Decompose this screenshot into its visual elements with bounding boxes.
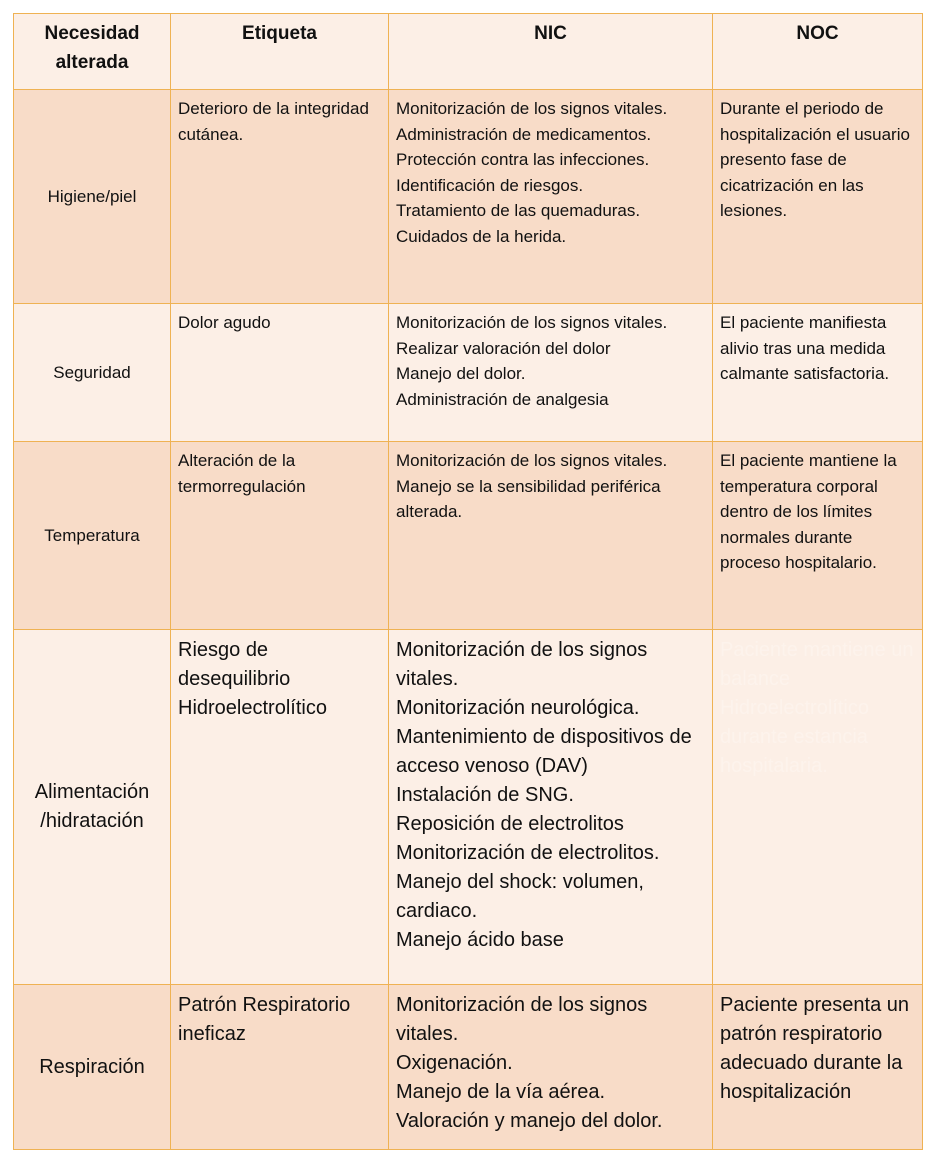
nic-item: Manejo se la sensibilidad periférica alterada. <box>396 476 661 521</box>
care-plan-table <box>13 13 923 1150</box>
nic-item: Administración de analgesia <box>396 389 609 409</box>
table-row <box>14 304 923 442</box>
nic-item: Protección contra las infecciones. <box>396 150 650 169</box>
nic-item: Manejo de la vía aérea. <box>396 1081 606 1103</box>
nic-item: Monitorización de los signos vitales. <box>396 451 668 470</box>
noc-cell: Paciente mantiene un balance Hidroelectrolítico durante estancia hospitalaria. <box>713 630 923 985</box>
nic-cell <box>389 985 713 1150</box>
nic-item: Realizar valoración del dolor <box>396 338 611 358</box>
label-cell: Riesgo de desequilibrio Hidroelectrolítico <box>171 630 389 985</box>
nic-item: Mantenimiento de dispositivos de acceso venoso (DAV) <box>396 726 692 777</box>
nic-cell <box>389 442 713 630</box>
header-need: Necesidad alterada <box>14 14 171 90</box>
need-cell: Temperatura <box>14 442 171 630</box>
nic-item: Oxigenación. <box>396 1052 513 1074</box>
nic-item: Identificación de riesgos. <box>396 175 584 195</box>
table-row <box>14 442 923 630</box>
nic-item: Tratamiento de las quemaduras. <box>396 201 641 220</box>
noc-cell: Durante el periodo de hospitalización el usuario presento fase de cicatrización en las lesiones. <box>713 90 923 304</box>
header-noc: NOC <box>713 14 923 90</box>
noc-cell: Paciente presenta un patrón respiratorio adecuado durante la hospitalización <box>713 985 923 1150</box>
nic-item: Cuidados de la herida. <box>396 226 567 246</box>
nic-item: Monitorización neurológica. <box>396 697 640 719</box>
table-row <box>14 90 923 304</box>
nic-item: Reposición de electrolitos <box>396 813 624 835</box>
nic-item: Valoración y manejo del dolor. <box>396 1110 663 1132</box>
nic-cell <box>389 304 713 442</box>
need-cell: Respiración <box>14 985 171 1150</box>
label-cell: Patrón Respiratorio ineficaz <box>171 985 389 1150</box>
table-row <box>14 985 923 1150</box>
need-cell: Higiene/piel <box>14 90 171 304</box>
nic-item: Administración de medicamentos. <box>396 124 652 144</box>
nic-item: Monitorización de los signos vitales. <box>396 99 668 118</box>
noc-cell: El paciente mantiene la temperatura corporal dentro de los límites normales durante proceso hospitalario. <box>713 442 923 630</box>
label-cell: Dolor agudo <box>171 304 389 442</box>
need-cell: Seguridad <box>14 304 171 442</box>
header-row <box>14 14 923 90</box>
nic-item: Manejo del shock: volumen, cardiaco. <box>396 871 644 922</box>
table-row <box>14 630 923 985</box>
nic-cell <box>389 630 713 985</box>
label-cell: Deterioro de la integridad cutánea. <box>171 90 389 304</box>
nic-item: Monitorización de los signos vitales. <box>396 639 648 690</box>
nic-item: Monitorización de los signos vitales. <box>396 994 648 1045</box>
header-nic: NIC <box>389 14 713 90</box>
nic-item: Instalación de SNG. <box>396 784 574 806</box>
nic-item: Monitorización de electrolitos. <box>396 842 660 864</box>
nic-item: Monitorización de los signos vitales. <box>396 313 668 332</box>
nic-cell <box>389 90 713 304</box>
nic-item: Manejo del dolor. <box>396 364 526 383</box>
header-label: Etiqueta <box>171 14 389 90</box>
noc-cell: El paciente manifiesta alivio tras una medida calmante satisfactoria. <box>713 304 923 442</box>
nic-item: Manejo ácido base <box>396 929 564 951</box>
need-cell: Alimentación /hidratación <box>14 630 171 985</box>
label-cell: Alteración de la termorregulación <box>171 442 389 630</box>
